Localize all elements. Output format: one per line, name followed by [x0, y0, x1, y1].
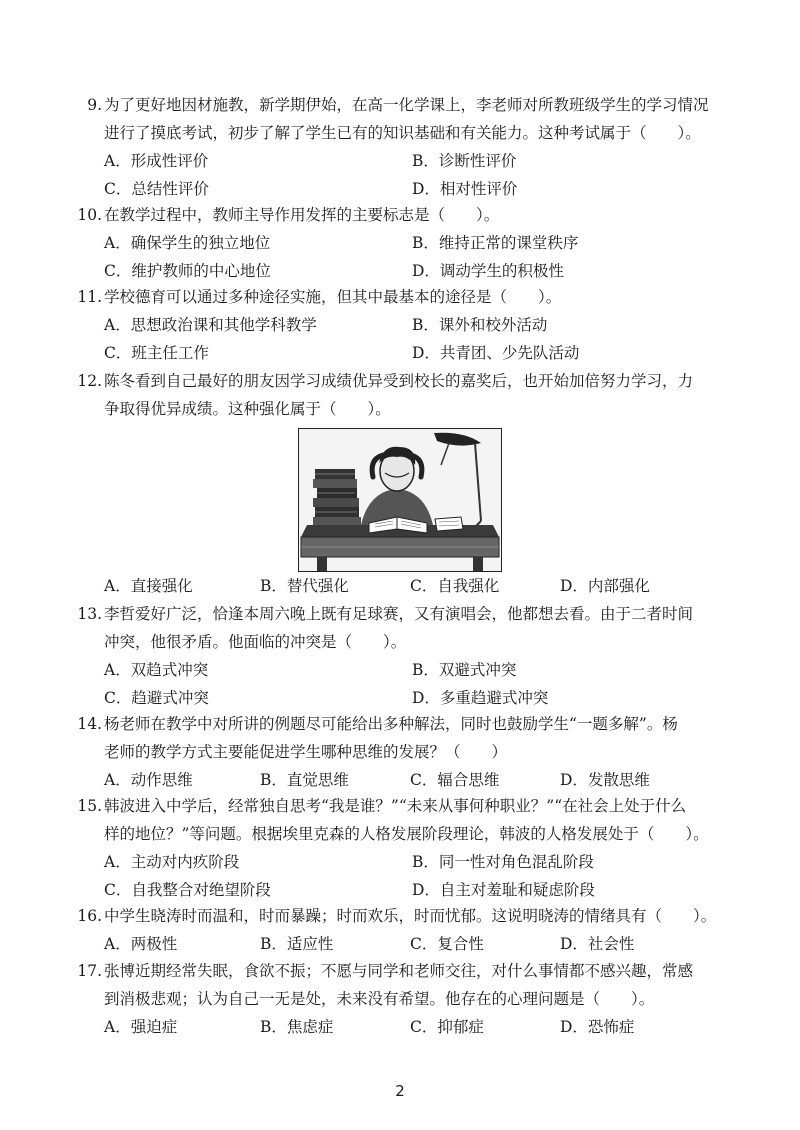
question-number: 16. — [77, 907, 102, 925]
option-a[interactable]: A．确保学生的独立地位 — [104, 234, 271, 252]
option-b[interactable]: B．焦虑症 — [260, 1018, 334, 1036]
question-stem-line: 李哲爱好广泛，恰逢本周六晚上既有足球赛，又有演唱会，他都想去看。由于二者时间 — [104, 605, 694, 623]
question-stem-line: 张博近期经常失眠，食欲不振；不愿与同学和老师交往，对什么事情都不感兴趣，常感 — [104, 962, 694, 980]
question-stem-line: 老师的教学方式主要能促进学生哪种思维的发展？（ ） — [104, 743, 508, 761]
option-a[interactable]: A．双趋式冲突 — [104, 661, 209, 679]
question-stem-line: 为了更好地因材施教，新学期伊始，在高一化学课上，李老师对所教班级学生的学习情况 — [104, 96, 709, 114]
question-number: 10. — [77, 206, 102, 224]
question-stem-line: 中学生晓涛时而温和，时而暴躁；时而欢乐，时而忧郁。这说明晓涛的情绪具有（ ）。 — [104, 907, 717, 925]
option-d[interactable]: D．调动学生的积极性 — [412, 262, 564, 280]
option-a[interactable]: A．形成性评价 — [104, 152, 209, 170]
option-c[interactable]: C．总结性评价 — [104, 180, 209, 198]
question-stem-line: 韩波进入中学后，经常独自思考“我是谁？”“未来从事何种职业？”“在社会上处于什么 — [104, 797, 687, 815]
option-c[interactable]: C．抑郁症 — [410, 1018, 484, 1036]
question-stem-line: 争取得优异成绩。这种强化属于（ ）。 — [104, 400, 391, 418]
student-studying-illustration — [298, 428, 502, 572]
option-d[interactable]: D．内部强化 — [560, 577, 650, 595]
question-stem-line: 杨老师在教学中对所讲的例题尽可能给出多种解法，同时也鼓励学生“一题多解”。杨 — [104, 715, 678, 733]
option-b[interactable]: B．替代强化 — [260, 577, 349, 595]
option-a[interactable]: A．两极性 — [104, 935, 178, 953]
question-number: 17. — [77, 962, 102, 980]
option-c[interactable]: C．辐合思维 — [410, 771, 500, 789]
option-a[interactable]: A．主动对内疚阶段 — [104, 853, 240, 871]
question-stem-line: 到消极悲观；认为自己一无是处，未来没有希望。他存在的心理问题是（ ）。 — [104, 990, 655, 1008]
option-b[interactable]: B．诊断性评价 — [412, 152, 517, 170]
option-b[interactable]: B．维持正常的课堂秩序 — [412, 234, 579, 252]
question-number: 15. — [77, 797, 102, 815]
question-number: 14. — [77, 715, 102, 733]
option-b[interactable]: B．课外和校外活动 — [412, 316, 548, 334]
option-d[interactable]: D．自主对羞耻和疑虑阶段 — [412, 881, 595, 899]
option-a[interactable]: A．强迫症 — [104, 1018, 178, 1036]
option-d[interactable]: D．共青团、少先队活动 — [412, 344, 580, 362]
option-d[interactable]: D．社会性 — [560, 935, 635, 953]
option-a[interactable]: A．直接强化 — [104, 577, 193, 595]
question-number: 13. — [77, 605, 102, 623]
question-number: 9. — [87, 96, 102, 114]
option-b[interactable]: B．直觉思维 — [260, 771, 349, 789]
option-c[interactable]: C．复合性 — [410, 935, 484, 953]
option-d[interactable]: D．恐怖症 — [560, 1018, 635, 1036]
option-b[interactable]: B．同一性对角色混乱阶段 — [412, 853, 594, 871]
option-a[interactable]: A．思想政治课和其他学科教学 — [104, 316, 317, 334]
option-c[interactable]: C．自我整合对绝望阶段 — [104, 881, 271, 899]
student-studying-drawing — [299, 429, 501, 571]
question-stem-line: 在教学过程中，教师主导作用发挥的主要标志是（ ）。 — [104, 206, 500, 224]
option-c[interactable]: C．自我强化 — [410, 577, 500, 595]
option-c[interactable]: C．班主任工作 — [104, 344, 209, 362]
question-stem-line: 进行了摸底考试，初步了解了学生已有的知识基础和有关能力。这种考试属于（ ）。 — [104, 124, 701, 142]
page-number: 2 — [395, 1082, 405, 1100]
option-d[interactable]: D．相对性评价 — [412, 180, 518, 198]
question-stem-line: 冲突，他很矛盾。他面临的冲突是（ ）。 — [104, 633, 407, 651]
option-d[interactable]: D．多重趋避式冲突 — [412, 689, 549, 707]
option-c[interactable]: C．维护教师的中心地位 — [104, 262, 271, 280]
option-c[interactable]: C．趋避式冲突 — [104, 689, 209, 707]
option-a[interactable]: A．动作思维 — [104, 771, 193, 789]
option-d[interactable]: D．发散思维 — [560, 771, 650, 789]
question-stem-line: 样的地位？”等问题。根据埃里克森的人格发展阶段理论，韩波的人格发展处于（ ）。 — [104, 825, 709, 843]
question-stem-line: 陈冬看到自己最好的朋友因学习成绩优异受到校长的嘉奖后，也开始加倍努力学习，力 — [104, 372, 694, 390]
question-number: 12. — [77, 372, 102, 390]
option-b[interactable]: B．双避式冲突 — [412, 661, 517, 679]
question-number: 11. — [77, 288, 102, 306]
question-stem-line: 学校德育可以通过多种途径实施，但其中最基本的途径是（ ）。 — [104, 288, 562, 306]
option-b[interactable]: B．适应性 — [260, 935, 334, 953]
